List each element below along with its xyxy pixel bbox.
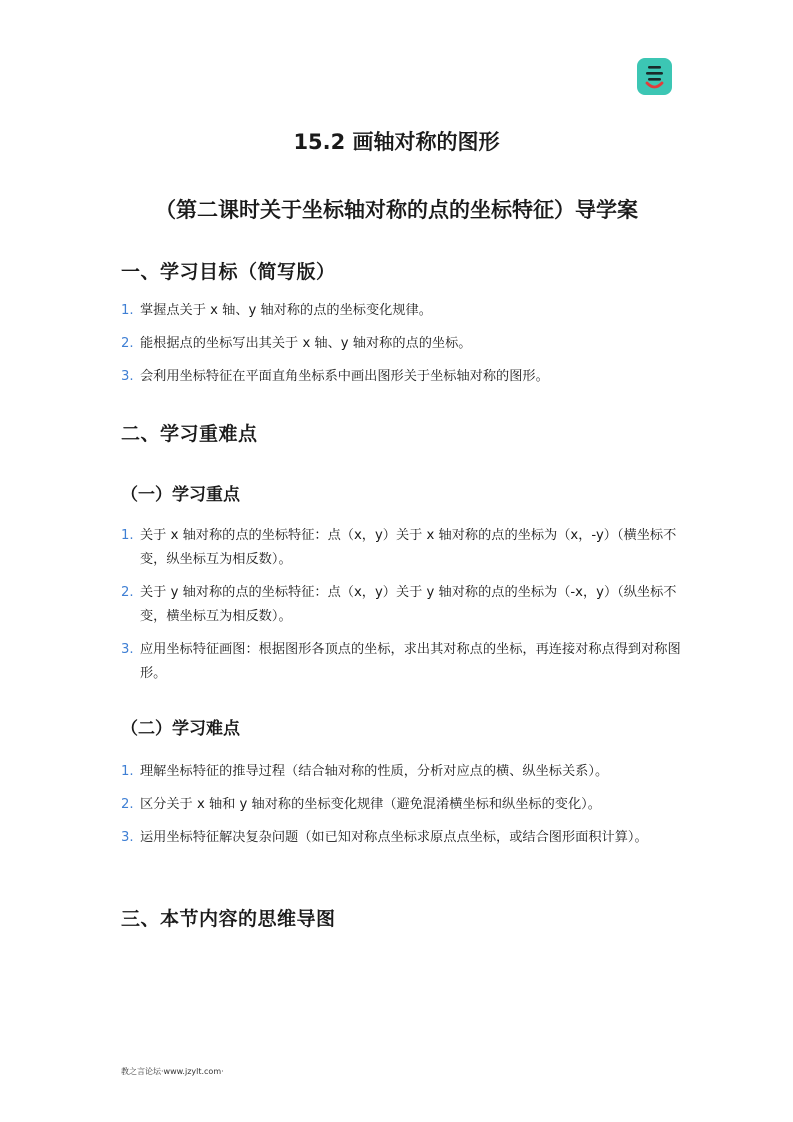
list-item-text: 区分关于 x 轴和 y 轴对称的坐标变化规律（避免混淆横坐标和纵坐标的变化）。	[140, 797, 601, 812]
list-item-text: 应用坐标特征画图：根据图形各顶点的坐标，求出其对称点的坐标，再连接对称点得到对称图形。	[140, 642, 681, 681]
list-item-text: 能根据点的坐标写出其关于 x 轴、y 轴对称的点的坐标。	[140, 336, 472, 351]
footer-text: 教之言论坛·www.jzylt.com·	[121, 1067, 224, 1076]
document-title: 15.2 画轴对称的图形	[293, 130, 500, 154]
objectives-list	[121, 299, 681, 398]
list-item-text: 掌握点关于 x 轴、y 轴对称的点的坐标变化规律。	[140, 303, 432, 318]
list-item-text: 关于 y 轴对称的点的坐标特征：点（x，y）关于 y 轴对称的点的坐标为（-x，y）（纵坐标不变，横坐标互为相反数）。	[140, 585, 677, 624]
list-item	[121, 760, 681, 784]
list-number: 1.	[121, 764, 134, 779]
list-item	[121, 826, 681, 850]
subsection-heading-focus: （一）学习重点	[121, 485, 240, 505]
list-item	[121, 299, 681, 323]
subsection-heading-difficulties: （二）学习难点	[121, 719, 240, 739]
list-item-text: 关于 x 轴对称的点的坐标特征：点（x，y）关于 x 轴对称的点的坐标为（x，-y）（横坐标不变，纵坐标互为相反数）。	[140, 528, 677, 567]
list-number: 3.	[121, 642, 134, 657]
list-item	[121, 638, 681, 686]
list-item-text: 运用坐标特征解决复杂问题（如已知对称点坐标求原点点坐标，或结合图形面积计算）。	[140, 830, 648, 845]
list-item-text: 会利用坐标特征在平面直角坐标系中画出图形关于坐标轴对称的图形。	[140, 369, 549, 384]
list-number: 2.	[121, 336, 134, 351]
list-number: 1.	[121, 528, 134, 543]
list-number: 2.	[121, 585, 134, 600]
list-number: 3.	[121, 369, 134, 384]
list-number: 1.	[121, 303, 134, 318]
difficulties-list	[121, 760, 681, 859]
list-item	[121, 524, 681, 572]
list-item	[121, 332, 681, 356]
list-item	[121, 793, 681, 817]
section-heading-objectives: 一、学习目标（简写版）	[121, 261, 336, 283]
focus-list	[121, 524, 681, 695]
list-number: 3.	[121, 830, 134, 845]
list-item	[121, 581, 681, 629]
document-subtitle: （第二课时关于坐标轴对称的点的坐标特征）导学案	[155, 198, 638, 222]
list-number: 2.	[121, 797, 134, 812]
list-item	[121, 365, 681, 389]
section-heading-key-points: 二、学习重难点	[121, 423, 258, 445]
list-item-text: 理解坐标特征的推导过程（结合轴对称的性质，分析对应点的横、纵坐标关系）。	[140, 764, 609, 779]
section-heading-mind-map: 三、本节内容的思维导图	[121, 908, 336, 930]
jzyan-logo-icon	[637, 58, 672, 95]
